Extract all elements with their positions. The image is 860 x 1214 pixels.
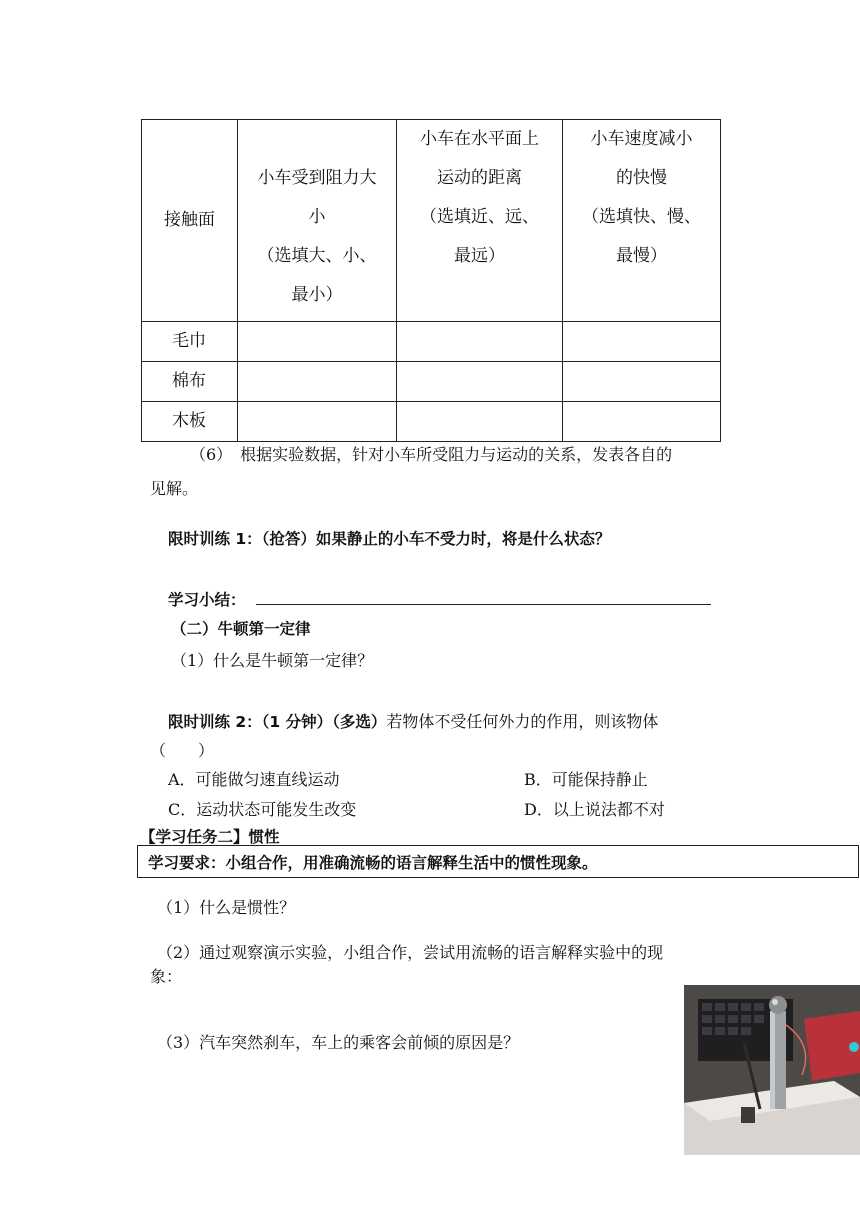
drill-2-text: 若物体不受任何外力的作用，则该物体 bbox=[386, 712, 659, 731]
header-surface: 接触面 bbox=[142, 120, 238, 322]
option-d[interactable]: D．以上说法都不对 bbox=[524, 800, 665, 819]
row-distance-cell[interactable] bbox=[397, 322, 563, 362]
option-a[interactable]: A．可能做匀速直线运动 bbox=[168, 770, 340, 789]
row-surface: 棉布 bbox=[142, 362, 238, 402]
row-speed-cell[interactable] bbox=[563, 362, 721, 402]
photo-drawing bbox=[684, 985, 860, 1155]
row-resistance-cell[interactable] bbox=[238, 402, 397, 442]
table-row bbox=[142, 402, 721, 442]
experiment-table bbox=[141, 119, 721, 442]
header-resistance: 小车受到阻力大 小 （选填大、小、 最小） bbox=[238, 120, 397, 322]
section-2-title: （二）牛顿第一定律 bbox=[171, 620, 311, 638]
question-6-line2: 见解。 bbox=[150, 479, 199, 498]
question-6-line1: （6） 根据实验数据，针对小车所受阻力与运动的关系，发表各自的 bbox=[190, 445, 673, 464]
inertia-question-2-line1: （2）通过观察演示实验，小组合作，尝试用流畅的语言解释实验中的现 bbox=[157, 943, 664, 962]
row-distance-cell[interactable] bbox=[397, 402, 563, 442]
row-surface: 木板 bbox=[142, 402, 238, 442]
section-2-question-1: （1）什么是牛顿第一定律？ bbox=[171, 651, 374, 670]
inertia-question-2-line2: 象： bbox=[150, 967, 183, 986]
table-row bbox=[142, 322, 721, 362]
drill-2-prefix: 限时训练 2：（1 分钟）（多选） bbox=[168, 713, 387, 731]
row-speed-cell[interactable] bbox=[563, 402, 721, 442]
header-distance: 小车在水平面上 运动的距离 （选填近、远、 最远） bbox=[397, 120, 563, 322]
row-speed-cell[interactable] bbox=[563, 322, 721, 362]
drill-2-blank[interactable]: （ ） bbox=[150, 741, 215, 760]
header-speed: 小车速度减小 的快慢 （选填快、慢、 最慢） bbox=[563, 120, 721, 322]
inertia-question-3: （3）汽车突然刹车，车上的乘客会前倾的原因是？ bbox=[157, 1033, 520, 1052]
option-b[interactable]: B．可能保持静止 bbox=[524, 770, 648, 789]
task-2-title: 【学习任务二】惯性 bbox=[140, 828, 280, 846]
inertia-question-1: （1）什么是惯性？ bbox=[157, 898, 296, 917]
inertia-experiment-photo bbox=[684, 985, 860, 1155]
table-header-row bbox=[142, 120, 721, 322]
drill-1: 限时训练 1：（抢答）如果静止的小车不受力时，将是什么状态？ bbox=[168, 530, 611, 548]
summary-label: 学习小结： bbox=[168, 591, 246, 609]
row-resistance-cell[interactable] bbox=[238, 362, 397, 402]
requirement-text: 学习要求：小组合作，用准确流畅的语言解释生活中的惯性现象。 bbox=[148, 854, 598, 872]
table-row bbox=[142, 362, 721, 402]
option-c[interactable]: C．运动状态可能发生改变 bbox=[168, 800, 357, 819]
summary-answer-line[interactable] bbox=[256, 604, 711, 605]
drill-2 bbox=[168, 709, 658, 732]
requirement-box bbox=[137, 845, 859, 878]
row-surface: 毛巾 bbox=[142, 322, 238, 362]
row-distance-cell[interactable] bbox=[397, 362, 563, 402]
row-resistance-cell[interactable] bbox=[238, 322, 397, 362]
